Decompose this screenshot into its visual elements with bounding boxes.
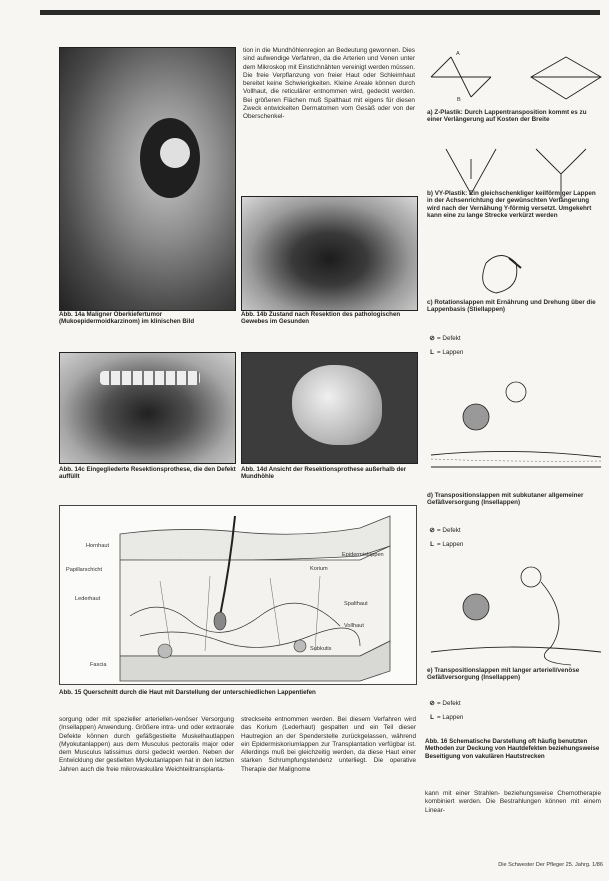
legend-defekt-2: ⊘ = Defekt <box>429 527 461 534</box>
photo-abb-14a <box>59 47 236 311</box>
side-panel <box>421 47 609 737</box>
point-a-label: A <box>456 51 460 57</box>
caption-abb-16: Abb. 16 Schematische Darstellung oft häufig benutzten Methoden zur Deckung von Hautdefekten beziehungsweise Beseitigung von vakulären Hautstrecken <box>425 738 600 760</box>
label-epidermislappen: Epidermislappen <box>342 552 384 558</box>
caption-abb-14d: Abb. 14d Ansicht der Resektionsprothese außerhalb der Mundhöhle <box>241 466 407 481</box>
side-label-a: a) Z-Plastik: Durch Lappentransposition kommt es zu einer Verlängerung auf Kosten der Breite <box>427 109 587 124</box>
side-label-b: b) VY-Plastik: Ein gleichschenkliger keilförmiger Lappen in der Achsenrichtung der gewünschten Verlängerung wird nach der Vernähung Y-förmig versetzt. Umgekehrt kann eine zu lange Strecke verkürzt werden <box>427 190 596 220</box>
body-text-upper: tion in die Mundhöhlenregion an Bedeutung gewonnen. Dies sind aufwendige Verfahren, da die Arterien und Venen unter dem Mikroskop mit Einstichnähten vereinigt werden müssen. Die freie Verpflanzung von freier Haut oder Schleimhaut bereitet keine Schwierigkeiten. Kleine Areale können durch Vollhaut, die reticulärer entnommen wird, gedeckt werden. Bei größeren Flächen muß Spalthaut mit eigens für diesen Zweck entwickelten Dermatomen vom Gesäß oder von der Oberschenkel- <box>243 47 415 121</box>
body-text-lower-right: kann mit einer Strahlen- beziehungsweise Chemotherapie kombiniert werden. Die Bestrahlungen können mit einem Linear- <box>425 790 601 814</box>
transposition-flap-vascular-drawing <box>421 557 609 667</box>
transposition-flap-subcutaneous-drawing <box>421 367 609 477</box>
point-b-label: B <box>457 97 461 103</box>
side-label-d: d) Transpositionslappen mit subkutaner allgemeiner Gefäßversorgung (Insellappen) <box>427 492 584 507</box>
label-subkutis: Subkutis <box>310 646 332 652</box>
caption-abb-15: Abb. 15 Querschnitt durch die Haut mit Darstellung der unterschiedlichen Lappentiefen <box>59 689 316 696</box>
body-text-lower-mid: streckseite entnommen werden. Bei diesem Verfahren wird das Korium (Lederhaut) gespalten und ein Teil dieser Hautregion an der Spenderstelle zurückgelassen, während ein Epidermiskoriumlappen zur Transplantation verfügbar ist. Allerdings muß bei gleichzeitig werden, da diese Haut einer starken Schrumpfungstendenz unterliegt. Die operative Therapie der Malignome <box>241 716 416 773</box>
rotation-flap-drawing <box>421 243 609 303</box>
label-hornhaut: Hornhaut <box>86 543 110 549</box>
legend-lappen-1: L = Lappen <box>430 349 464 356</box>
label-papillarschicht: Papillarschicht <box>66 567 103 573</box>
z-plasty-drawing <box>421 47 609 107</box>
label-fascia: Fascia <box>90 662 107 668</box>
skin-layers-drawing <box>60 506 416 684</box>
label-vollhaut: Vollhaut <box>344 623 364 629</box>
legend-lappen-2: L = Lappen <box>430 541 464 548</box>
photo-abb-14d <box>241 352 418 464</box>
label-korium: Korium <box>310 566 328 572</box>
legend-defekt-1: ⊘ = Defekt <box>429 335 461 342</box>
side-label-e: e) Transpositionslappen mit langer arteriell/venöse Gefäßversorgung (Insellappen) <box>427 667 580 682</box>
legend-defekt-3: ⊘ = Defekt <box>429 700 461 707</box>
caption-abb-14a: Abb. 14a Maligner Oberkiefertumor (Mukoepidermoidkarzinom) im klinischen Bild <box>59 311 195 326</box>
photo-abb-14c <box>59 352 236 464</box>
page-top-bar <box>40 10 600 15</box>
caption-abb-14b: Abb. 14b Zustand nach Resektion des pathologischen Gewebes im Gesunden <box>241 311 401 326</box>
body-text-lower-left: sorgung oder mit spezieller arteriellen-venöser Versorgung (Insellappen) Anwendung. Größere intra- und oder extraorale Defekte können durch gefäßgestielte Muskelhautlappen (Myokutanlappen) aus dem Musculus pectoralis major oder dem Musculus latissimus dorsi gedeckt werden. Neben der Entwicklung der gestielten Myokutanlappen hat in den letzten Jahren auch die freie mikrovaskuläre Weichteiltransplanta- <box>59 716 234 773</box>
caption-abb-14c: Abb. 14c Eingegliederte Resektionsprothese, die den Defekt auffüllt <box>59 466 236 481</box>
legend-lappen-3: L = Lappen <box>430 714 464 721</box>
side-label-c: c) Rotationslappen mit Ernährung und Drehung über die Lappenbasis (Stiellappen) <box>427 299 596 314</box>
label-lederhaut: Lederhaut <box>75 596 101 602</box>
skin-cross-section-diagram <box>59 505 417 685</box>
photo-abb-14b <box>241 196 418 311</box>
page-footer: Die Schwester Der Pfleger 25. Jahrg. 1/86 <box>498 862 603 868</box>
label-spalthaut: Spalthaut <box>344 601 368 607</box>
